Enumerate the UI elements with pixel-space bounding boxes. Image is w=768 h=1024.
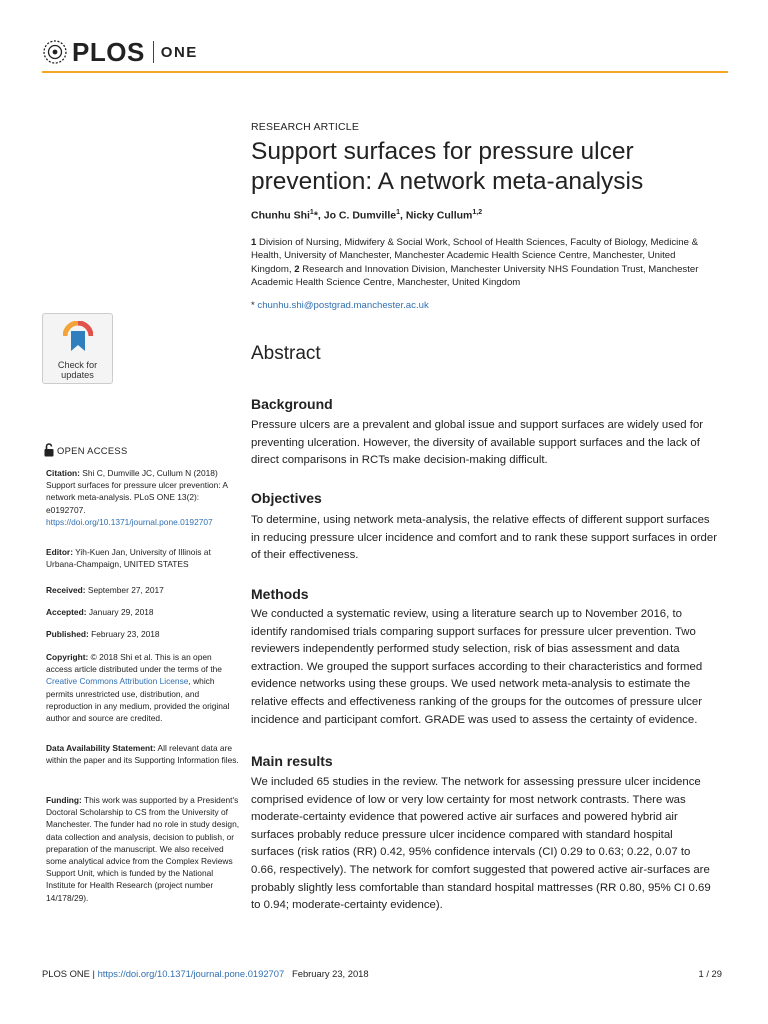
update-bookmark-icon: [63, 321, 93, 353]
funding-block: [46, 794, 240, 904]
section-text-methods: We conducted a systematic review, using a literature search up to November 2016, to identify randomised trials comparing support surfaces for pressure ulcer prevention. Two reviewers independently performed study selection, risk of bias assessment and data extraction. We grouped the support surfaces according to their characteristics and formed evidence networks using these groups. We used network meta-analysis to estimate the relative effects and effectiveness ranking of the groups for the outcomes of pressure ulcer incidence and participant comfort. GRADE was used to assess the certainty of evidence.: [251, 608, 703, 726]
data-availability-label: Data Availability Statement:: [46, 743, 156, 753]
copyright-text: © 2018 Shi et al. This is an open access article distributed under the terms of the: [46, 652, 222, 675]
author-name[interactable]: Nicky Cullum: [405, 209, 473, 222]
published-label: Published:: [46, 629, 89, 639]
brand-name: PLOS: [72, 36, 145, 67]
article-type: RESEARCH ARTICLE: [251, 121, 360, 133]
badge-line: updates: [61, 370, 94, 380]
footer-doi-link[interactable]: https://doi.org/10.1371/journal.pone.0192707: [97, 968, 285, 979]
author-affil-sup: 1: [309, 209, 314, 216]
section-heading-background: Background: [251, 396, 333, 412]
footer-journal: PLOS ONE |: [42, 968, 98, 979]
article-title: Support surfaces for pressure ulcer prevention: A network meta-analysis: [251, 138, 644, 195]
corresponding-star: *: [251, 300, 258, 311]
header-rule: [42, 71, 728, 73]
corresponding-email: [251, 300, 717, 311]
received-label: Received:: [46, 585, 86, 595]
email-link[interactable]: chunhu.shi@postgrad.manchester.ac.uk: [257, 300, 429, 311]
open-access-text: OPEN ACCESS: [57, 444, 128, 456]
citation-doi-link[interactable]: https://doi.org/10.1371/journal.pone.0192707: [46, 516, 213, 527]
footer-date: February 23, 2018: [284, 968, 369, 979]
section-text-background: Pressure ulcers are a prevalent and global issue and support surfaces are widely used for preventing ulceration. However, the diversity of available support surfaces and the lack of direct comparisons in RCTs make decision-making difficult.: [251, 419, 704, 467]
open-access-label: [44, 443, 128, 457]
funding-label: Funding:: [46, 795, 82, 805]
affil-text: Division of Nursing, Midwifery & Social Work, School of Health Sciences, Faculty of Biology, Medicine & Health, University of Manchester, Manchester Academic Health Science Centre, Manchester, United Kingdom,: [251, 237, 699, 275]
author-affil-sup: 1,2: [472, 209, 483, 216]
author-name[interactable]: Jo C. Dumville: [323, 209, 397, 222]
abstract-heading: Abstract: [251, 343, 321, 364]
section-text-objectives: To determine, using network meta-analysis, the relative effects of different support surfaces in reducing pressure ulcer incidence and comfort and to rank these support surfaces in order of their effectiveness.: [251, 514, 718, 562]
copyright-text: , which permits unrestricted use, distribution, and reproduction in any medium, provided the original author and source are credited.: [46, 676, 230, 724]
citation-text: Shi C, Dumville JC, Cullum N (2018) Support surfaces for pressure ulcer prevention: A network meta-analysis. PLoS ONE 13(2): e0192707.: [46, 468, 228, 515]
section-heading-methods: Methods: [251, 586, 309, 602]
editor-text: Yih-Kuen Jan, University of Illinois at Urbana-Champaign, UNITED STATES: [46, 547, 211, 570]
affil-number: 2: [294, 263, 300, 275]
author-separator: ,: [400, 209, 406, 222]
badge-line: Check for: [57, 360, 98, 370]
copyright-label: Copyright:: [46, 652, 89, 662]
section-heading-objectives: Objectives: [251, 490, 322, 506]
author-name[interactable]: Chunhu Shi: [251, 209, 310, 222]
section-heading-main-results: Main results: [251, 753, 333, 769]
logo-divider: [153, 41, 154, 63]
check-for-updates-badge[interactable]: [42, 313, 113, 384]
affiliations: [251, 236, 717, 290]
page-footer: [42, 968, 369, 979]
citation-label: Citation:: [46, 468, 80, 478]
author-separator: *,: [313, 209, 324, 222]
accepted-block: [46, 606, 240, 618]
published-text: February 23, 2018: [88, 629, 160, 639]
author-list: [251, 209, 717, 222]
accepted-text: January 29, 2018: [86, 607, 154, 617]
open-lock-icon: [44, 443, 54, 457]
badge-label: [43, 360, 112, 380]
editor-label: Editor:: [46, 547, 73, 557]
data-availability-text: All relevant data are within the paper and its Supporting Information files.: [46, 743, 239, 766]
copyright-block: [46, 651, 240, 724]
editor-block: [46, 546, 240, 570]
funding-text: This work was supported by a President's Doctoral Scholarship to CS from the University of Manchester. The funder had no role in study design, data collection and analysis, decision to publish, or preparation of the manuscript. We also received some analytical advice from the Complex Reviews Support Unit, which is funded by the National Institute for Health Research (project number 14/178/29).: [46, 795, 240, 903]
data-availability-block: [46, 742, 240, 766]
accepted-label: Accepted:: [46, 607, 87, 617]
author-affil-sup: 1: [396, 209, 400, 216]
citation-block: [46, 467, 240, 528]
journal-name: ONE: [160, 43, 198, 61]
received-text: September 27, 2017: [85, 585, 164, 595]
section-text-main-results: We included 65 studies in the review. The network for assessing pressure ulcer incidence comprised evidence of low or very low certainty for most network contrasts. There was moderate-certainty evidence that powered active air surfaces and powered hybrid air surfaces probably reduce pressure ulcer incidence compared with standard hospital surfaces (risk ratios (RR) 0.42, 95% confidence intervals (CI) 0.29 to 0.63; 0.22, 0.07 to 0.66, respectively). The network for comfort suggested that powered active air-surfaces are probably slightly less comfortable than standard hospital mattresses (RR 0.80, 95% CI 0.69 to 0.94; moderate-certainty evidence).: [251, 776, 711, 912]
journal-header: [42, 32, 198, 72]
received-block: [46, 584, 240, 596]
page-number: 1 / 29: [698, 968, 722, 979]
affil-number: 1: [251, 237, 257, 248]
license-link[interactable]: Creative Commons Attribution License: [46, 676, 189, 687]
plos-logo-icon: [42, 39, 68, 65]
affil-text: Research and Innovation Division, Manchester University NHS Foundation Trust, Manchester Academic Health Science Centre, Manchester, United Kingdom: [251, 263, 699, 289]
published-block: [46, 628, 240, 640]
